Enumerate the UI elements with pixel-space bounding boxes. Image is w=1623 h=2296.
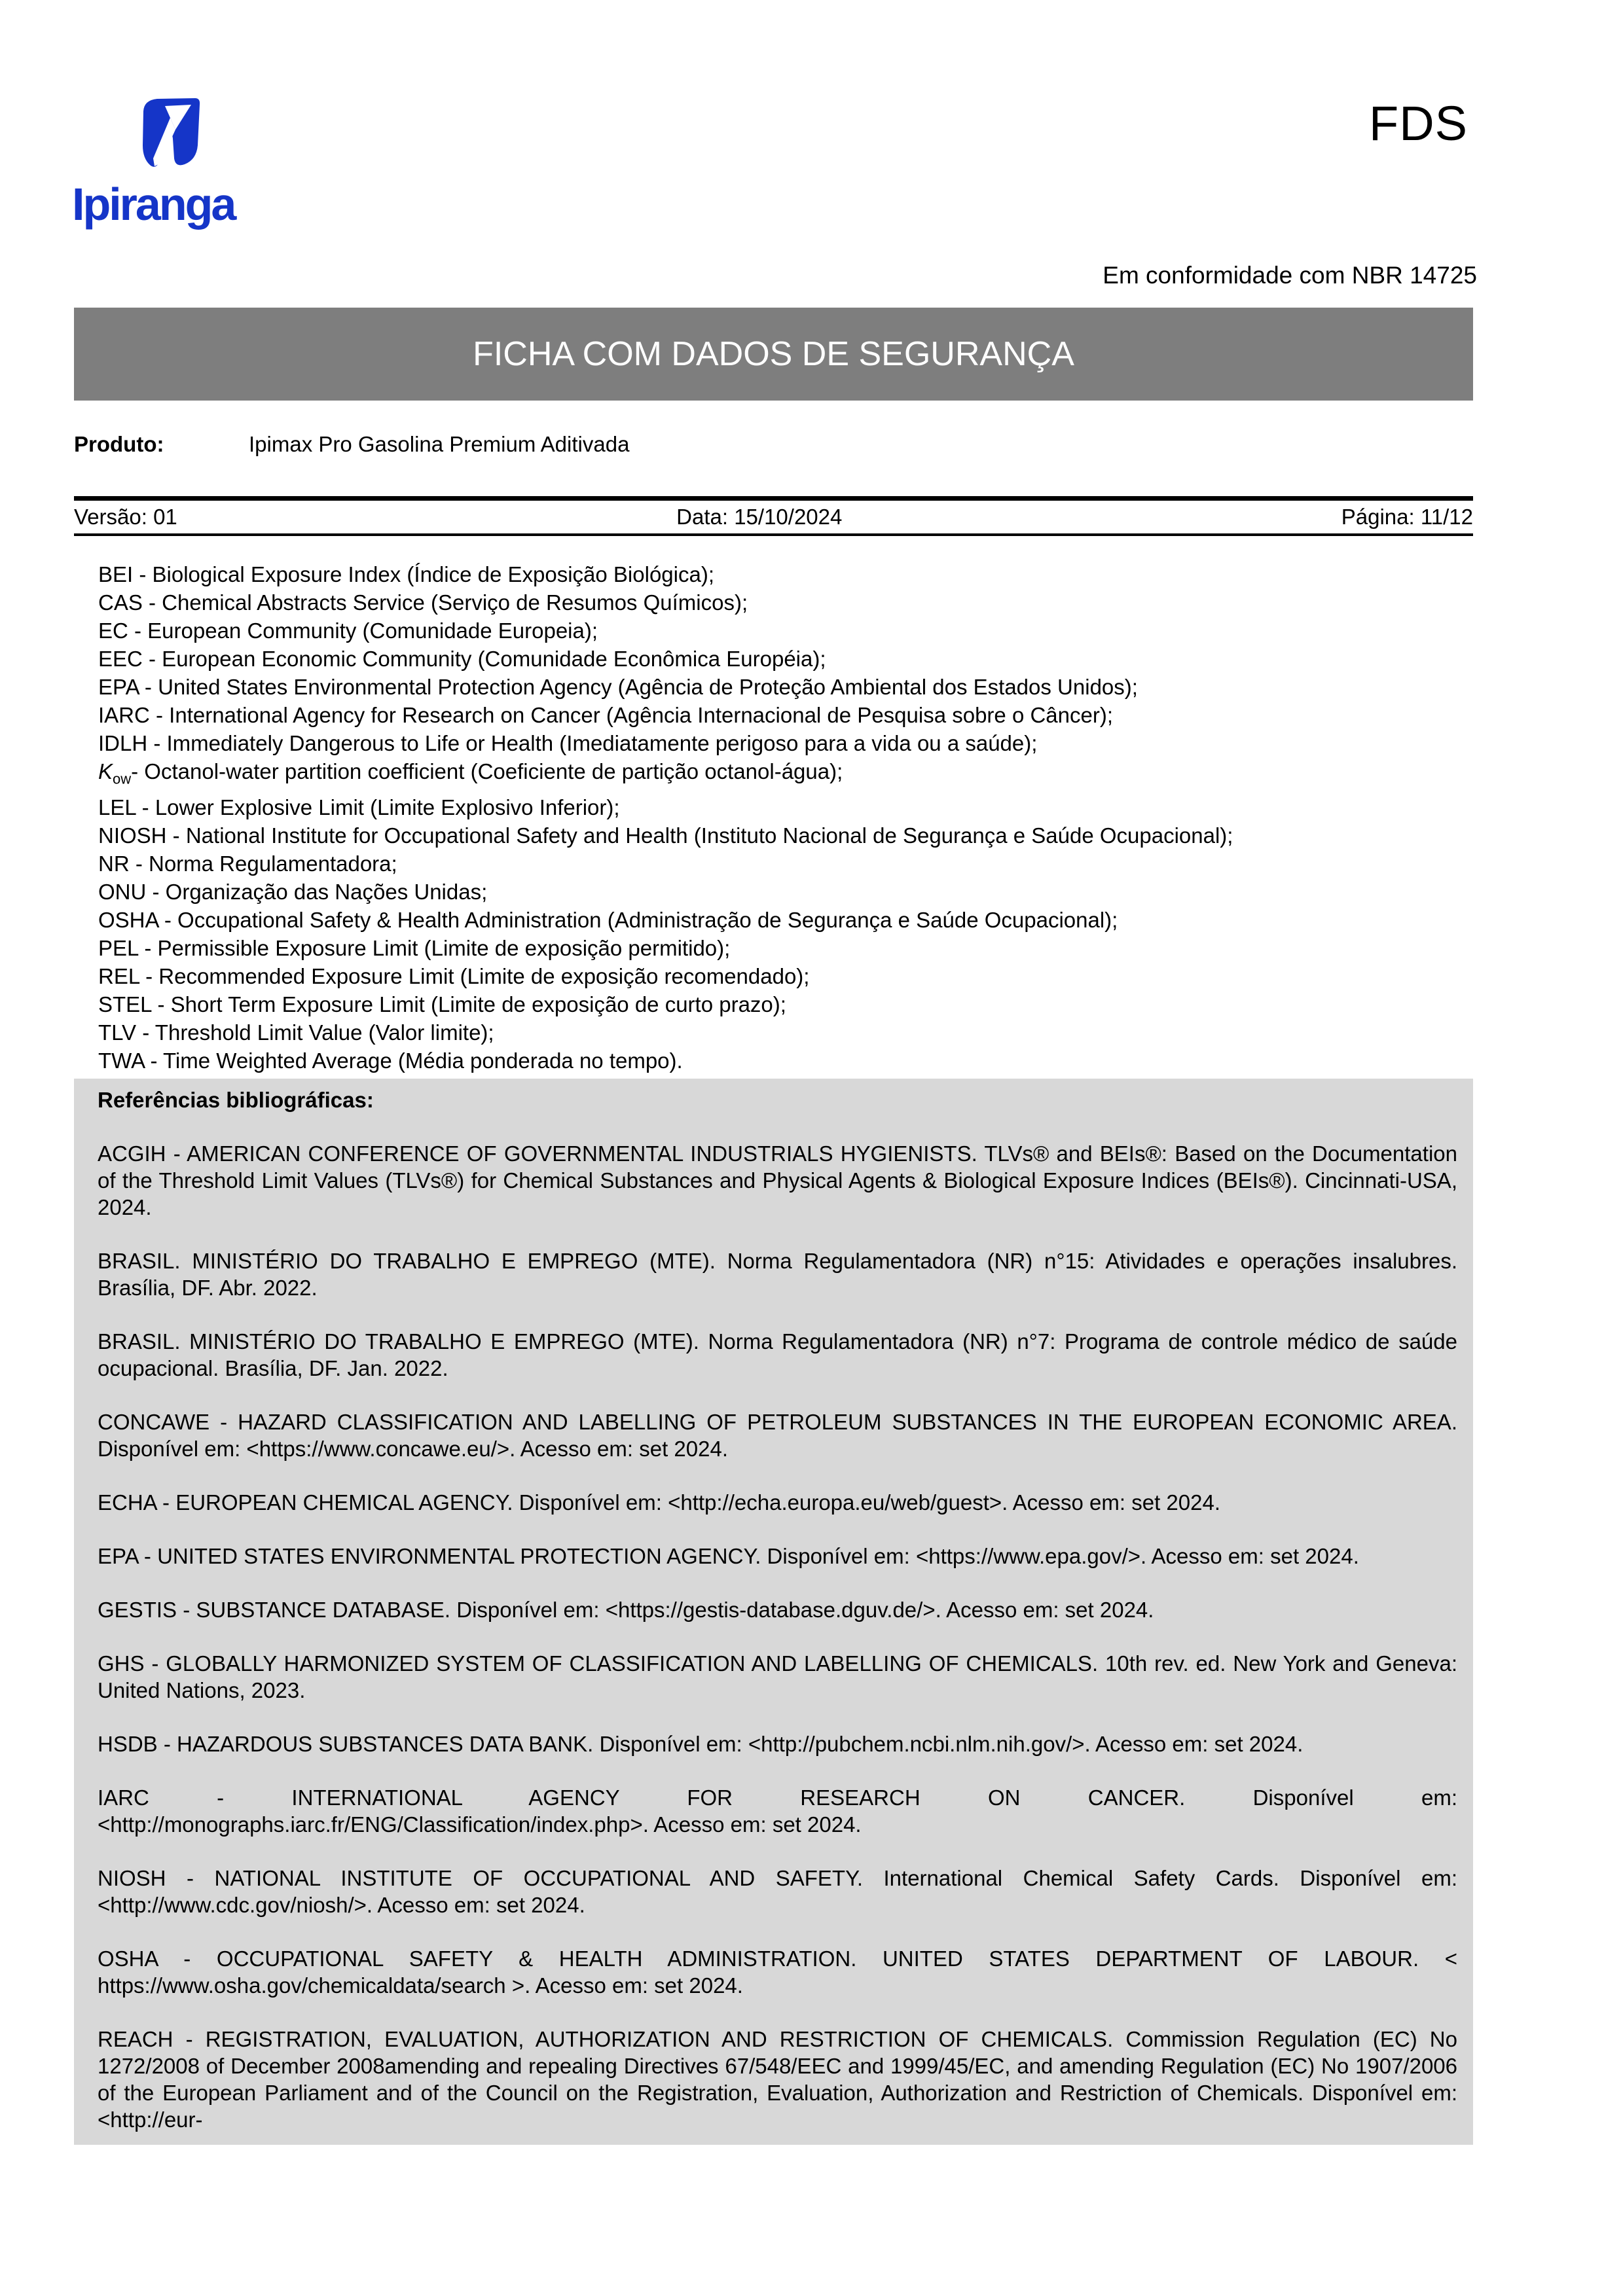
abbreviation-item: BEI - Biological Exposure Index (Índice de Exposição Biológica); [98, 562, 714, 586]
reference-item: OSHA - OCCUPATIONAL SAFETY & HEALTH ADMINISTRATION. UNITED STATES DEPARTMENT OF LABOUR. < https://www.osha.gov/chemicaldata/search >. Acesso em: set 2024. [98, 1946, 1457, 1998]
abbreviation-item: REL - Recommended Exposure Limit (Limite de exposição recomendado); [98, 963, 810, 988]
abbreviation-item: CAS - Chemical Abstracts Service (Serviço de Resumos Químicos); [98, 590, 748, 615]
doc-type-label: FDS [1369, 96, 1468, 151]
version-label: Versão: 01 [74, 505, 177, 529]
abbreviation-item: TWA - Time Weighted Average (Média ponderada no tempo). [98, 1048, 683, 1073]
reference-item: ECHA - EUROPEAN CHEMICAL AGENCY. Disponível em: <http://echa.europa.eu/web/guest>. Acesso em: set 2024. [98, 1490, 1220, 1515]
ipiranga-logo-icon [137, 98, 203, 169]
document-title-banner [74, 308, 1473, 401]
abbreviation-item: EEC - European Economic Community (Comunidade Econômica Européia); [98, 647, 826, 671]
reference-item: ACGIH - AMERICAN CONFERENCE OF GOVERNMENTAL INDUSTRIALS HYGIENISTS. TLVs® and BEIs®: Based on the Documentation of the Threshold Limit Values (TLVs®) for Chemical Substances and Physical Agents & Biological Exposure Indices (BEIs®). Cincinnati-USA, 2024. [98, 1141, 1457, 1219]
abbreviation-item: NR - Norma Regulamentadora; [98, 851, 397, 876]
document-title: FICHA COM DADOS DE SEGURANÇA [473, 335, 1074, 373]
reference-item: BRASIL. MINISTÉRIO DO TRABALHO E EMPREGO (MTE). Norma Regulamentadora (NR) n°7: Programa de controle médico de saúde ocupacional. Brasília, DF. Jan. 2022. [98, 1329, 1457, 1380]
reference-item: NIOSH - NATIONAL INSTITUTE OF OCCUPATIONAL AND SAFETY. International Chemical Safety Cards. Disponível em: <http://www.cdc.gov/niosh/>. Acesso em: set 2024. [98, 1866, 1457, 1917]
abbreviation-item: LEL - Lower Explosive Limit (Limite Explosivo Inferior); [98, 795, 620, 819]
reference-item: HSDB - HAZARDOUS SUBSTANCES DATA BANK. Disponível em: <http://pubchem.ncbi.nlm.nih.gov/>. Acesso em: set 2024. [98, 1732, 1304, 1756]
abbreviation-item: OSHA - Occupational Safety & Health Administration (Administração de Segurança e Saúde Ocupacional); [98, 907, 1118, 932]
references-heading: Referências bibliográficas: [98, 1088, 374, 1112]
reference-item: IARC - INTERNATIONAL AGENCY FOR RESEARCH ON CANCER. Disponível em: <http://monographs.iarc.fr/ENG/Classification/index.php>. Acesso em: set 2024. [98, 1785, 1457, 1837]
product-value: Ipimax Pro Gasolina Premium Aditivada [249, 432, 630, 456]
date-label: Data: 15/10/2024 [676, 505, 843, 529]
abbreviations-list [98, 560, 1447, 1075]
product-label: Produto: [74, 432, 164, 456]
reference-item: CONCAWE - HAZARD CLASSIFICATION AND LABELLING OF PETROLEUM SUBSTANCES IN THE EUROPEAN ECONOMIC AREA. Disponível em: <https://www.concawe.eu/>. Acesso em: set 2024. [98, 1410, 1457, 1461]
conformity-note: Em conformidade com NBR 14725 [1103, 262, 1477, 289]
reference-item: BRASIL. MINISTÉRIO DO TRABALHO E EMPREGO (MTE). Norma Regulamentadora (NR) n°15: Atividades e operações insalubres. Brasília, DF. Abr. 2022. [98, 1249, 1457, 1300]
abbreviation-item: $K_{ow}-$ Octanol-water partition coefficient (Coeficiente de partição octanol-água); [98, 759, 843, 787]
reference-item: REACH - REGISTRATION, EVALUATION, AUTHORIZATION AND RESTRICTION OF CHEMICALS. Commission Regulation (EC) No 1272/2008 of December 2008amending and repealing Directives 67/548/EEC and 1999/45/EC, and amending Regulation (EC) No 1907/2006 of the European Parliament and of the Council on the Registration, Evaluation, Authorization and Restriction of Chemicals. Disponível em: <http://eur- [98, 2027, 1457, 2132]
reference-item: GHS - GLOBALLY HARMONIZED SYSTEM OF CLASSIFICATION AND LABELLING OF CHEMICALS. 10th rev. ed. New York and Geneva: United Nations, 2023. [98, 1651, 1457, 1702]
abbreviation-item: IDLH - Immediately Dangerous to Life or Health (Imediatamente perigoso para a vida ou a saúde); [98, 731, 1038, 755]
abbreviation-item: ONU - Organização das Nações Unidas; [98, 879, 488, 904]
meta-row [74, 496, 1473, 536]
references-section [74, 1079, 1473, 2145]
ipiranga-wordmark: Ipiranga [72, 179, 235, 230]
references-list [98, 1140, 1457, 2133]
page-number-label: Página: 11/12 [1341, 505, 1473, 529]
reference-item: GESTIS - SUBSTANCE DATABASE. Disponível em: <https://gestis-database.dguv.de/>. Acesso em: set 2024. [98, 1598, 1154, 1622]
abbreviation-item: PEL - Permissible Exposure Limit (Limite de exposição permitido); [98, 935, 731, 960]
abbreviation-item: IARC - International Agency for Research on Cancer (Agência Internacional de Pesquisa sobre o Câncer); [98, 703, 1114, 727]
abbreviation-item: TLV - Threshold Limit Value (Valor limite); [98, 1020, 494, 1045]
abbreviation-item: EPA - United States Environmental Protection Agency (Agência de Proteção Ambiental dos Estados Unidos); [98, 675, 1138, 699]
abbreviation-item: NIOSH - National Institute for Occupational Safety and Health (Instituto Nacional de Segurança e Saúde Ocupacional); [98, 823, 1233, 848]
product-row [74, 432, 1473, 457]
abbreviation-item: EC - European Community (Comunidade Europeia); [98, 619, 598, 643]
abbreviation-item: STEL - Short Term Exposure Limit (Limite de exposição de curto prazo); [98, 992, 786, 1016]
reference-item: EPA - UNITED STATES ENVIRONMENTAL PROTECTION AGENCY. Disponível em: <https://www.epa.gov/>. Acesso em: set 2024. [98, 1544, 1359, 1568]
